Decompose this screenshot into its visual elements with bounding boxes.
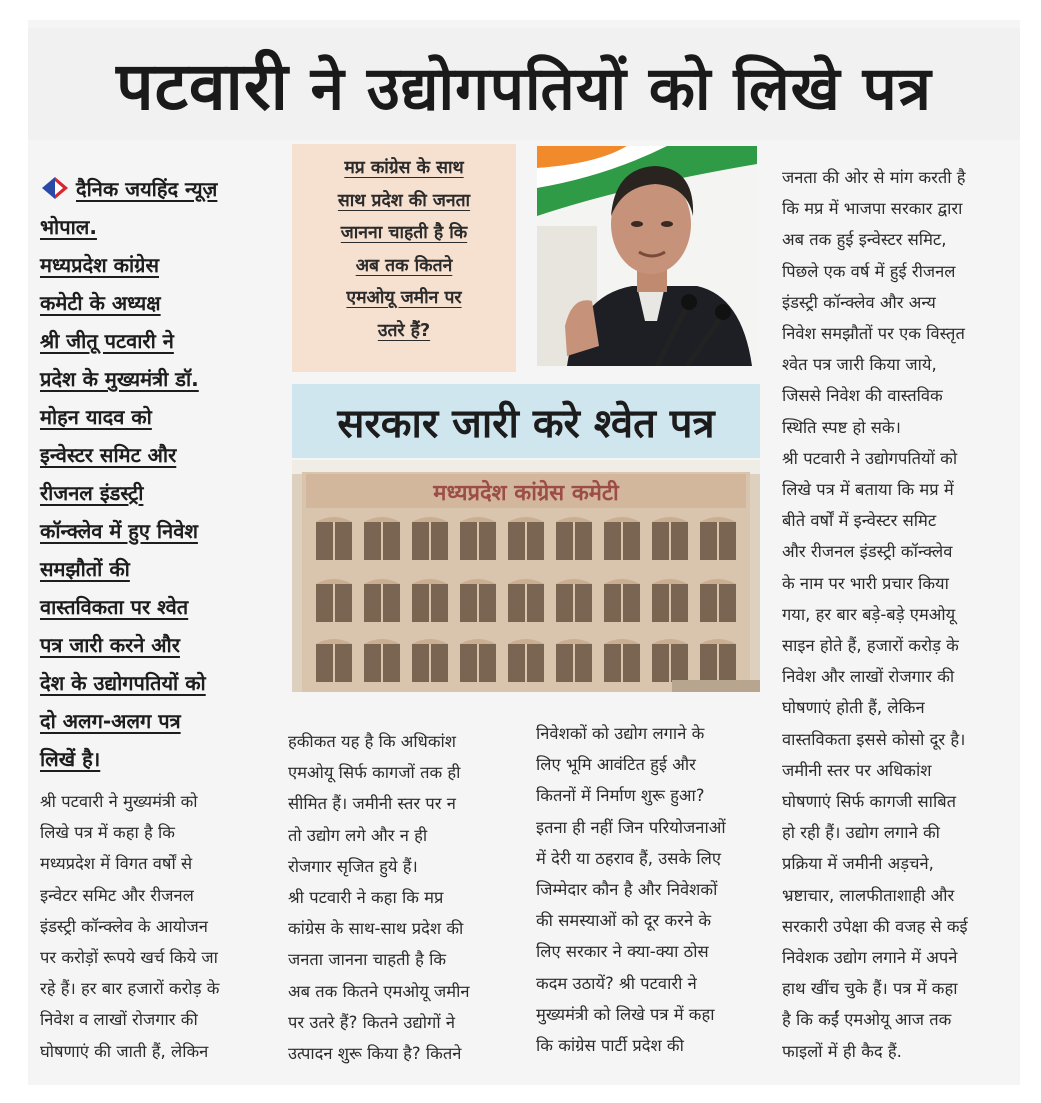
article-line: के नाम पर भारी प्रचार किया	[782, 573, 949, 593]
quote-line-text: अब तक कितने	[355, 255, 453, 276]
article-line: लिए सरकार ने क्या-क्या ठोस	[536, 942, 709, 962]
article-line: रहे हैं। हर बार हजारों करोड़ के	[40, 979, 220, 999]
article-line: श्री पटवारी ने उद्योगपतियों को	[782, 448, 958, 468]
article-line: तो उद्योग लगे और न ही	[288, 825, 428, 845]
intro-line	[40, 436, 280, 474]
quote-line-text: जानना चाहती है कि	[340, 223, 468, 243]
intro-line-text: कमेटी के अध्यक्ष	[40, 291, 161, 315]
quote-line-text: मप्र कांग्रेस के साथ	[344, 158, 464, 178]
intro-line-text: वास्तविकता पर श्वेत	[40, 595, 189, 619]
quote-line	[292, 217, 516, 250]
headline-text: पटवारी ने उद्योगपतियों को लिखे पत्र	[116, 48, 932, 125]
source-credit: दैनिक जयहिंद न्यूज़ भोपाल.	[40, 177, 218, 239]
intro-line-text: पत्र जारी करने और	[40, 633, 180, 657]
intro-line	[40, 664, 280, 702]
article-line: श्री पटवारी ने कहा कि मप्र	[288, 888, 444, 908]
article-line: वास्तविकता इससे कोसो दूर है।	[782, 729, 966, 749]
article-line: अब तक हुई इन्वेस्टर समिट,	[782, 230, 947, 250]
intro-line-text: समझौतों की	[40, 557, 130, 581]
article-line: उत्पादन शुरू किया है? कितने	[288, 1044, 462, 1064]
article-line: कि मप्र में भाजपा सरकार द्वारा	[782, 199, 963, 219]
article-column-2	[288, 726, 524, 1069]
article-line: कि कांग्रेस पार्टी प्रदेश की	[536, 1036, 684, 1056]
intro-line	[40, 322, 280, 360]
intro-lines	[40, 246, 280, 778]
article-line: अब तक कितने एमओयू जमीन	[288, 981, 470, 1001]
article-line: हकीकत यह है कि अधिकांश	[288, 732, 456, 751]
article-line: रोजगार सृजित हुये हैं।	[288, 856, 418, 876]
quote-lines	[292, 152, 516, 347]
article-line: पिछले एक वर्ष में हुई रीजनल	[782, 261, 956, 281]
article-line: प्रक्रिया में जमीनी अड़चने,	[782, 854, 934, 874]
intro-line-text: प्रदेश के मुख्यमंत्री डॉ.	[40, 367, 199, 391]
article-line: सरकारी उपेक्षा की वजह से कई	[782, 916, 968, 936]
intro-line-text: मध्यप्रदेश कांग्रेस	[40, 253, 159, 277]
intro-line	[40, 626, 280, 664]
congress-office-building-image	[292, 460, 760, 692]
article-line: कांग्रेस के साथ-साथ प्रदेश की	[288, 919, 464, 939]
intro-line	[40, 474, 280, 512]
article-line: एमओयू सिर्फ कागजों तक ही	[288, 763, 461, 783]
article-line: कितनों में निर्माण शुरू हुआ?	[536, 786, 705, 806]
intro-line-text: रीजनल इंडस्ट्री	[40, 481, 144, 505]
intro-line	[40, 246, 280, 284]
source-line	[40, 170, 280, 246]
article-line: साइन होते हैं, हजारों करोड़ के	[782, 636, 959, 656]
intro-line	[40, 360, 280, 398]
quote-line-text: एमओयू जमीन पर	[346, 288, 462, 308]
subheadline-text: सरकार जारी करे श्वेत पत्र	[337, 400, 715, 447]
article-line: इंडस्ट्री कॉन्क्लेव के आयोजन	[40, 916, 208, 936]
article-line: घोषणाएं होती हैं, लेकिन	[782, 698, 925, 718]
article-line: और रीजनल इंडस्ट्री कॉन्क्लेव	[782, 542, 953, 562]
intro-line	[40, 702, 280, 740]
article-line: निवेश समझौतों पर एक विस्तृत	[782, 324, 965, 344]
quote-line	[292, 250, 516, 283]
article-line: निवेशकों को उद्योग लगाने के	[536, 724, 705, 743]
article-line: फाइलों में ही कैद हैं.	[782, 1041, 902, 1061]
article-line: है कि कईं एमओयू आज तक	[782, 1010, 952, 1030]
intro-line	[40, 588, 280, 626]
intro-line-text: मोहन यादव को	[40, 405, 152, 429]
intro-line-text: लिखें है।	[40, 747, 101, 771]
article-line: बीते वर्षों में इन्वेस्टर समिट	[782, 511, 937, 531]
article-line: निवेश और लाखों रोजगार की	[782, 667, 955, 687]
quote-line	[292, 282, 516, 315]
article-line: सीमित हैं। जमीनी स्तर पर न	[288, 794, 456, 814]
intro-line	[40, 284, 280, 322]
intro-line	[40, 740, 280, 778]
intro-line-text: इन्वेस्टर समिट और	[40, 443, 177, 467]
quote-line-text: उतरे हैं?	[377, 320, 431, 341]
article-line: मुख्यमंत्री को लिखे पत्र में कहा	[536, 1004, 715, 1024]
article-line: कदम उठायें? श्री पटवारी ने	[536, 973, 697, 993]
article-line: लिखे पत्र में बताया कि मप्र में	[782, 480, 954, 500]
article-line: जिम्मेदार कौन है और निवेशकों	[536, 880, 718, 900]
article-line: घोषणाएं की जाती हैं, लेकिन	[40, 1041, 209, 1061]
article-line: लिए भूमि आवंटित हुई और	[536, 755, 696, 775]
intro-line-text: श्री जीतू पटवारी ने	[40, 329, 174, 353]
subheadline-banner	[292, 384, 760, 458]
quote-line-text: साथ प्रदेश की जनता	[337, 190, 471, 211]
article-column-1	[40, 786, 280, 1067]
article-line: निवेश व लाखों रोजगार की	[40, 1010, 198, 1030]
building-sign-text: मध्यप्रदेश कांग्रेस कमेटी	[433, 481, 619, 506]
article-line: में देरी या ठहराव हैं, उसके लिए	[536, 848, 721, 868]
speaker-portrait-image	[537, 146, 757, 366]
quote-line	[292, 185, 516, 218]
article-line: स्थिति स्पष्ट हो सके।	[782, 417, 901, 437]
intro-line-text: देश के उद्योगपतियों को	[40, 671, 206, 695]
article-column-3	[536, 718, 772, 1061]
article-line: इन्वेटर समिट और रीजनल	[40, 885, 194, 905]
intro-line-text: कॉन्क्लेव में हुए निवेश	[40, 519, 198, 543]
article-line: श्वेत पत्र जारी किया जाये,	[782, 355, 937, 375]
intro-line	[40, 512, 280, 550]
article-line: जमीनी स्तर पर अधिकांश	[782, 760, 932, 780]
article-line: मध्यप्रदेश में विगत वर्षों से	[40, 854, 193, 874]
article-line: गया, हर बार बड़े-बड़े एमओयू	[782, 604, 956, 624]
intro-line	[40, 398, 280, 436]
article-line: श्री पटवारी ने मुख्यमंत्री को	[40, 792, 198, 811]
article-column-4	[782, 162, 1022, 1067]
article-line: लिखे पत्र में कहा है कि	[40, 823, 175, 843]
article-line: पर उतरे हैं? कितने उद्योगों ने	[288, 1012, 455, 1032]
article-line: हाथ खींच चुके हैं। पत्र में कहा	[782, 979, 958, 999]
flag-icon	[40, 176, 70, 200]
article-line: हो रही हैं। उद्योग लगाने की	[782, 823, 940, 843]
article-line: जिससे निवेश की वास्तविक	[782, 386, 943, 406]
portrait-photo	[537, 146, 757, 366]
article-line: निवेशक उद्योग लगाने में अपने	[782, 948, 958, 968]
pull-quote	[292, 144, 516, 372]
article-line: जनता की ओर से मांग करती है	[782, 168, 966, 187]
intro-line	[40, 550, 280, 588]
article-line: इतना ही नहीं जिन परियोजनाओं	[536, 817, 726, 837]
article-line: की समस्याओं को दूर करने के	[536, 911, 712, 931]
article-line: जनता जानना चाहती है कि	[288, 950, 447, 970]
quote-line	[292, 315, 516, 348]
building-photo	[292, 460, 760, 692]
article-line: इंडस्ट्री कॉन्क्लेव और अन्य	[782, 292, 936, 312]
intro-line-text: दो अलग-अलग पत्र	[40, 709, 181, 733]
intro-paragraph	[40, 170, 280, 778]
article-line: पर करोड़ों रूपये खर्च किये जा	[40, 948, 218, 968]
headline	[28, 28, 1020, 140]
quote-line	[292, 152, 516, 185]
article-line: घोषणाएं सिर्फ कागजी साबित	[782, 792, 957, 812]
article-line: भ्रष्टाचार, लालफीताशाही और	[782, 885, 955, 905]
